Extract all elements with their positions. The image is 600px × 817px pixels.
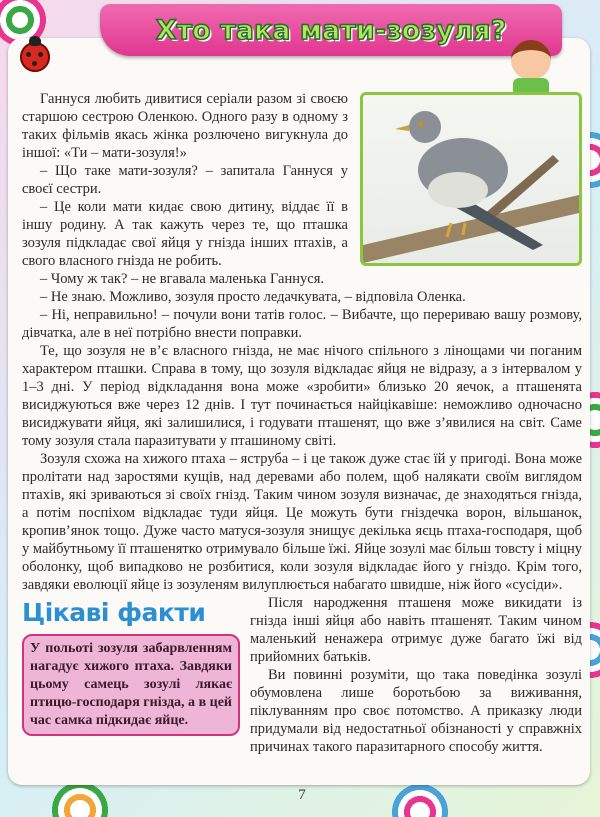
page-number: 7	[298, 787, 306, 803]
cuckoo-photo	[360, 92, 582, 266]
paragraph: Ганнуся любить дивитися серіали разом зі своєю старшою сестрою Оленкою. Одного разу в одному з таких фільмів якась жінка розлючено вигукнула до іншої: «Ти – мати-зозуля!»	[22, 91, 348, 161]
facts-box: У польоті зозуля забарвленням нагадує хижого птаха. Завдяки цьому самець зозулі лякає птицю-господаря гнізда, а в цей час самка підкидає яйце.	[22, 634, 240, 736]
interesting-facts	[22, 598, 240, 736]
paragraph: Те, що зозуля не в’є власного гнізда, не має нічого спільного з лінощами чи поганим характером пташки. Справа в тому, що зозуля відкладає яйця не відразу, а з інтервалом у 1–3 дні. У період відкладання вона може «зробити» близько 20 яечок, а пташенята висиджуються вже через 12 днів. І тут починається найцікавіше: неможливо одночасно висиджувати яйця, які залишилися, і годувати пташенят, що вже з’явилися на світ. Саме тому зозуля стала паразитувати у пташиному світі.	[22, 343, 582, 449]
paragraph: Зозуля схожа на хижого птаха – яструба – і це також дуже стає їй у пригоді. Вона може пролітати над заростями кущів, над деревами або полем, щоб налякати своїм виглядом птахів, які зриваються зі своїх гнізд. Таким чином зозуля визначає, де знаходяться гнізда, а потім поспіхом відкладає туди яйця. Це можуть бути гніздечка ворон, вільшанок, кропив’янок тощо. Дуже часто матуся-зозуля знищує декілька яєць птаха-господаря, щоб у майбутньому її пташенятко отримувало більше їжі. Яйце зозулі має більш товсту і міцну оболонку, щоб випадково не розбитися, коли зозуля відкладає його у гніздо. Крім того, завдяки еволюції яйце із зозуленям вилуплюється набагато швидше, ніж його «сусіди».	[22, 451, 582, 593]
paragraph: – Що таке мати-зозуля? – запитала Ганнуся у своєї сестри.	[22, 163, 348, 197]
title-banner	[100, 4, 562, 56]
ladybug-icon	[20, 42, 50, 72]
paragraph: – Не знаю. Можливо, зозуля просто ледачкувата, – відповіла Оленка.	[40, 289, 466, 305]
paragraph: – Це коли мати кидає свою дитину, віддає її в іншу родину. А так кажуть через те, що пташка зозуля підкладає свої яйця у гнізда інших птахів, а свого власного гнізда не робить.	[22, 199, 348, 269]
paragraph: Після народження пташеня може викидати із гнізда інші яйця або навіть пташенят. Таким чином маленький ненажера отримує дуже багато їжі від прийомних батьків.	[250, 595, 582, 665]
article-body	[22, 90, 582, 804]
paragraph: Ви повинні розуміти, що така поведінка зозулі обумовлена лише боротьбою за виживання, піклуванням про своє потомство. А приказку люди придумали від недостатньої обізнаності у справжніх причинах такого паразитарного способу життя.	[250, 667, 582, 755]
paragraph: – Чому ж так? – не вгавала маленька Ганнуся.	[40, 271, 324, 287]
facts-title: Цікаві факти	[22, 598, 206, 627]
paragraph: – Ні, неправильно! – почули вони татів голос. – Вибачте, що перериваю вашу розмову, дівчатка, але в неї потрібно внести поправки.	[22, 307, 582, 341]
page-title: Хто така мати-зозуля?	[155, 14, 507, 46]
